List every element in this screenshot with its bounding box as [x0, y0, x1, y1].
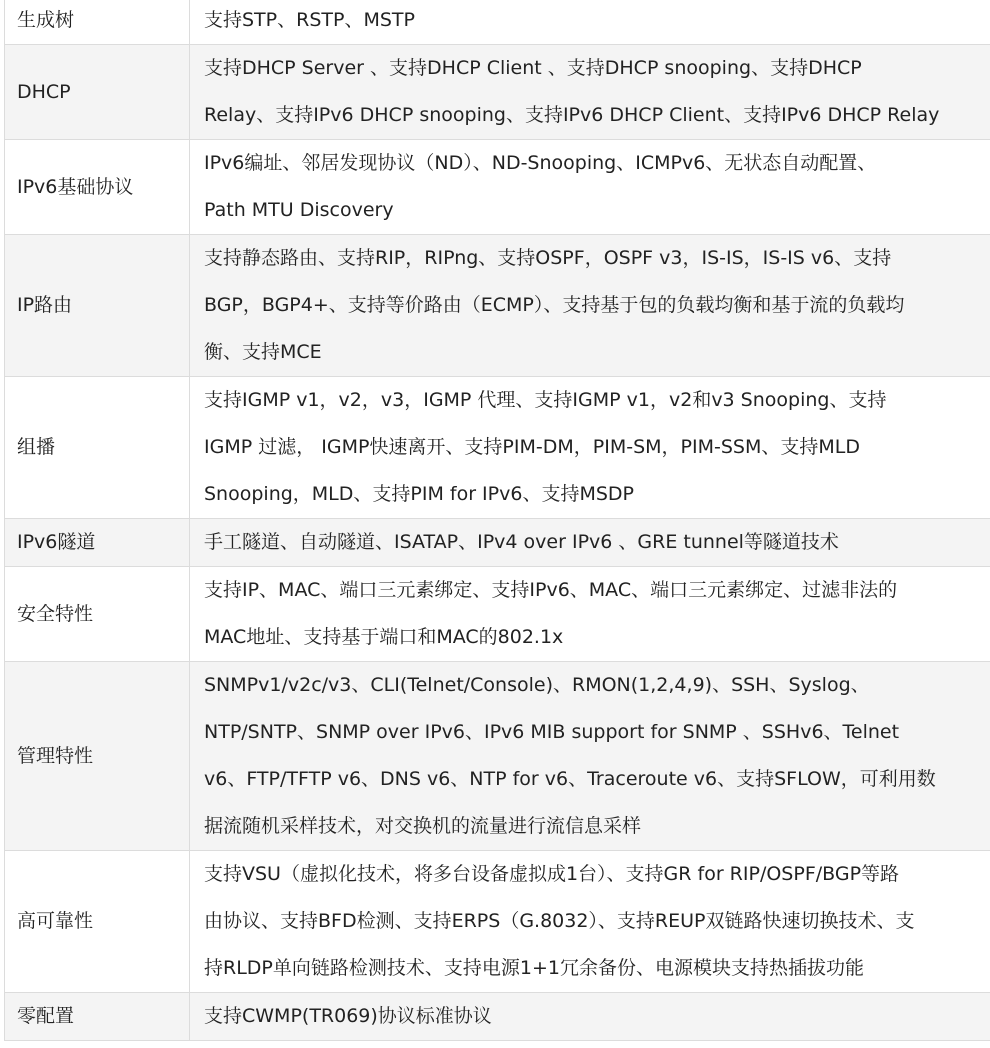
- table-row: [5, 662, 990, 851]
- row-label: IP路由: [5, 235, 190, 377]
- table-row: [5, 45, 990, 140]
- row-value-line: 支持DHCP Server 、支持DHCP Client 、支持DHCP snooping、支持DHCP: [204, 57, 862, 79]
- row-value-line: BGP，BGP4+、支持等价路由（ECMP）、支持基于包的负载均衡和基于流的负载均: [204, 294, 905, 316]
- row-value-line: 支持IGMP v1，v2，v3，IGMP 代理、支持IGMP v1，v2和v3 Snooping、支持: [204, 389, 887, 411]
- row-value-line: NTP/SNTP、SNMP over IPv6、IPv6 MIB support for SNMP 、SSHv6、Telnet: [204, 721, 900, 743]
- row-value-line: 支持IP、MAC、端口三元素绑定、支持IPv6、MAC、端口三元素绑定、过滤非法的: [204, 579, 898, 601]
- spec-table-body: [5, 0, 990, 1041]
- row-label: IPv6基础协议: [5, 140, 190, 235]
- row-label: 零配置: [5, 993, 190, 1041]
- table-row: [5, 851, 990, 993]
- table-row: [5, 567, 990, 662]
- row-value-line: MAC地址、支持基于端口和MAC的802.1x: [204, 626, 564, 648]
- row-label: 生成树: [5, 0, 190, 45]
- row-value-line: Path MTU Discovery: [204, 199, 394, 221]
- row-value-line: 据流随机采样技术，对交换机的流量进行流信息采样: [204, 815, 642, 837]
- row-value-line: 手工隧道、自动隧道、ISATAP、IPv4 over IPv6 、GRE tunnel等隧道技术: [204, 531, 839, 553]
- row-value-line: 衡、支持MCE: [204, 341, 322, 363]
- row-value: [190, 0, 990, 45]
- row-value-line: Relay、支持IPv6 DHCP snooping、支持IPv6 DHCP Client、支持IPv6 DHCP Relay: [204, 104, 940, 126]
- spec-table: [4, 0, 990, 1041]
- row-label: 管理特性: [5, 662, 190, 851]
- table-row: [5, 140, 990, 235]
- row-value-line: 支持CWMP(TR069)协议标准协议: [204, 1005, 492, 1027]
- row-label: IPv6隧道: [5, 519, 190, 567]
- row-label: 安全特性: [5, 567, 190, 662]
- table-row: [5, 0, 990, 45]
- row-label: 组播: [5, 377, 190, 519]
- row-value-line: 支持STP、RSTP、MSTP: [204, 9, 415, 31]
- row-value-line: IPv6编址、邻居发现协议（ND）、ND-Snooping、ICMPv6、无状态自动配置、: [204, 152, 877, 174]
- row-value: [190, 140, 990, 235]
- row-value: [190, 662, 990, 851]
- row-value-line: 支持VSU（虚拟化技术，将多台设备虚拟成1台）、支持GR for RIP/OSPF/BGP等路: [204, 863, 900, 885]
- row-value-line: IGMP 过滤， IGMP快速离开、支持PIM-DM，PIM-SM，PIM-SSM、支持MLD: [204, 436, 860, 458]
- row-value-line: 持RLDP单向链路检测技术、支持电源1+1冗余备份、电源模块支持热插拔功能: [204, 957, 864, 979]
- row-value-line: Snooping，MLD、支持PIM for IPv6、支持MSDP: [204, 483, 634, 505]
- row-value-line: 支持静态路由、支持RIP，RIPng、支持OSPF，OSPF v3，IS-IS，IS-IS v6、支持: [204, 247, 892, 269]
- row-label: 高可靠性: [5, 851, 190, 993]
- table-row: [5, 235, 990, 377]
- table-row: [5, 377, 990, 519]
- row-value: [190, 45, 990, 140]
- row-value: [190, 851, 990, 993]
- table-row: [5, 519, 990, 567]
- row-value-line: 由协议、支持BFD检测、支持ERPS（G.8032）、支持REUP双链路快速切换技术、支: [204, 910, 915, 932]
- row-label: DHCP: [5, 45, 190, 140]
- row-value: [190, 993, 990, 1041]
- row-value-line: SNMPv1/v2c/v3、CLI(Telnet/Console)、RMON(1,2,4,9)、SSH、Syslog、: [204, 674, 870, 696]
- row-value: [190, 377, 990, 519]
- row-value-line: v6、FTP/TFTP v6、DNS v6、NTP for v6、Traceroute v6、支持SFLOW，可利用数: [204, 768, 936, 790]
- table-row: [5, 993, 990, 1041]
- row-value: [190, 235, 990, 377]
- row-value: [190, 519, 990, 567]
- row-value: [190, 567, 990, 662]
